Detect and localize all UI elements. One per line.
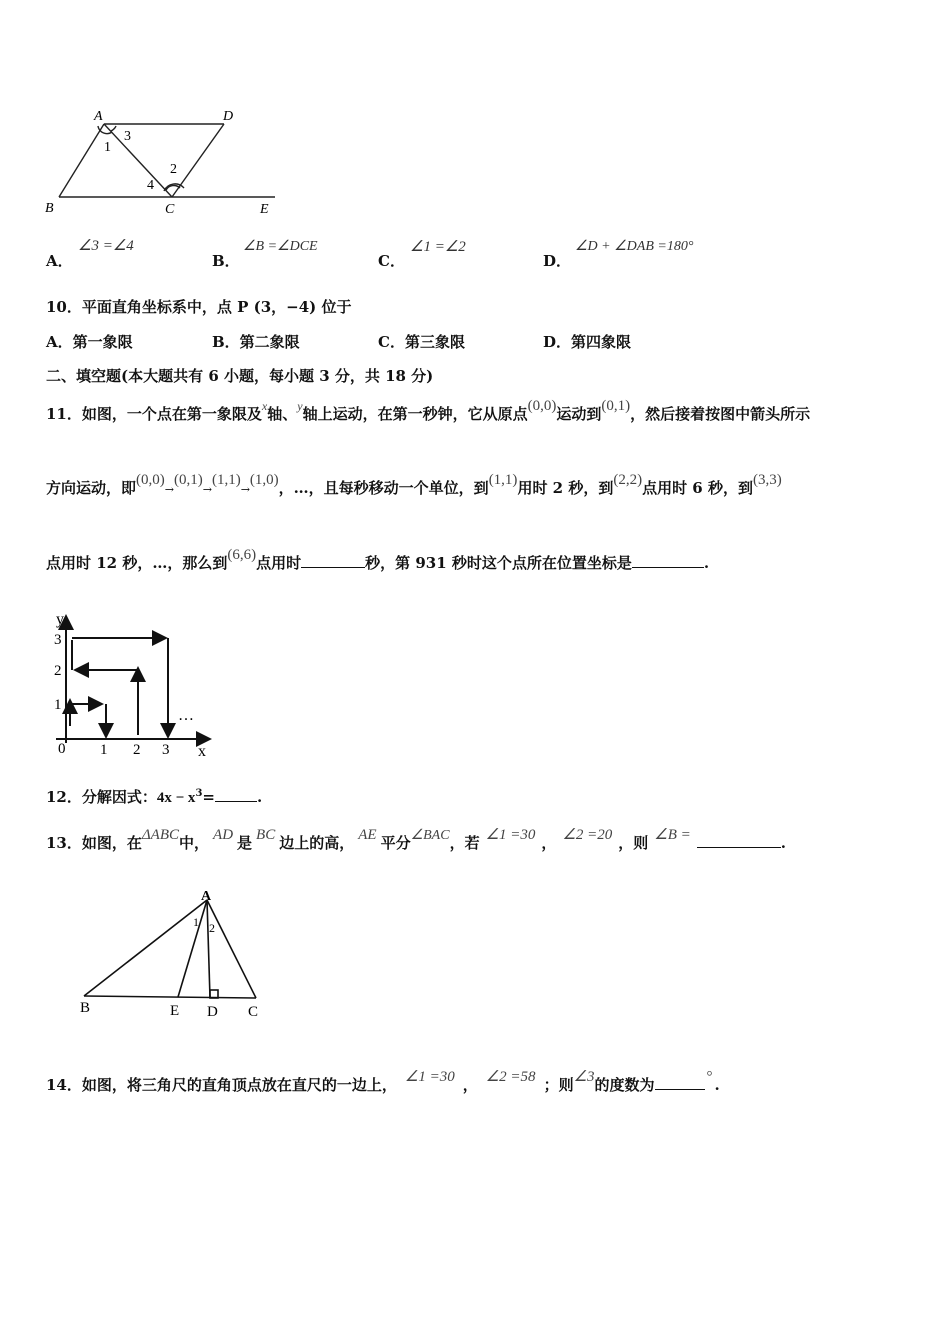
q11-seq-arrow: →	[164, 483, 174, 496]
q11-text: 轴上运动，在第一秒钟，它从原点	[302, 405, 528, 423]
fig9-angle-4: 4	[147, 178, 154, 193]
q9-option-a-letter: A．	[46, 252, 73, 270]
q12-text: .	[256, 788, 263, 806]
q11-text: 点用时	[256, 554, 302, 572]
fig13-angle-1: 1	[193, 915, 199, 929]
q9-option-d-letter: D．	[543, 252, 572, 270]
q14-text: ，	[462, 1076, 478, 1094]
q11-text: .	[703, 554, 710, 572]
q14-text: 14．如图，将三角尺的直角顶点放在直尺的一边上，	[46, 1076, 397, 1094]
q13-text: 边上的高，	[279, 834, 355, 852]
q13-text: ，则	[618, 834, 649, 852]
q13-text: ，若	[449, 834, 480, 852]
fig9-angle-2: 2	[170, 162, 177, 177]
parallelogram-figure	[40, 100, 290, 222]
q11-text: ，然后接着按图中箭头所示	[630, 405, 811, 423]
fig13-angle-2: 2	[209, 921, 215, 935]
q11-x-axis: x	[261, 399, 268, 413]
q13-text: 平分	[380, 834, 411, 852]
q9-option-b-letter: B．	[212, 252, 240, 270]
q14-angle-1: ∠1 =30	[404, 1069, 455, 1085]
fig11-x-tick-1: 1	[100, 742, 108, 758]
q14-text: 的度数为	[594, 1076, 655, 1094]
q11-line-2	[46, 472, 782, 498]
q14-degree-sign: °	[706, 1069, 713, 1085]
q13-angle-1: ∠1 =30	[485, 827, 536, 843]
q11-text: 方向运动，即	[46, 479, 137, 497]
q9-option-c-letter: C．	[378, 252, 405, 270]
q13	[46, 827, 786, 853]
triangle-figure	[76, 888, 276, 1023]
q11-y-axis: y	[297, 399, 303, 413]
q11-seq-coord: (1,0)	[249, 472, 279, 488]
fig9-label-B: B	[45, 201, 54, 216]
q11-text: 运动到	[556, 405, 602, 423]
q10-option-d: D．第四象限	[543, 333, 632, 351]
q11-seq-coord: (0,0)	[136, 472, 165, 488]
q10-stem: 10．平面直角坐标系中，点 P (3，−4) 位于	[46, 298, 352, 316]
q14-text: .	[714, 1076, 720, 1094]
q9-option-d-math: ∠D + ∠DAB =180°	[575, 239, 694, 254]
fig11-y-tick-3: 3	[54, 632, 62, 648]
q11-coord-6-6: (6,6)	[227, 547, 257, 563]
fig9-label-D: D	[223, 109, 234, 124]
q14-answer-blank[interactable]	[655, 1075, 705, 1090]
fig13-label-B: B	[80, 1000, 91, 1016]
q13-text: 是	[237, 834, 253, 852]
q11-answer-blank-2[interactable]	[632, 553, 704, 568]
q13-text: 中，	[179, 834, 210, 852]
q10-option-a: A．第一象限	[46, 333, 133, 351]
q10-option-b: B．第二象限	[212, 333, 300, 351]
q13-segment-bc: BC	[256, 827, 276, 843]
q11-coord-2-2: (2,2)	[613, 472, 643, 488]
q11-line-3	[46, 547, 710, 573]
q11-text: 11．如图，一个点在第一象限及	[46, 405, 262, 423]
q13-angle-bac: ∠BAC	[410, 828, 450, 843]
q13-segment-ae: AE	[358, 827, 377, 843]
q13-text: .	[780, 834, 786, 852]
q11-coord-0-1: (0,1)	[601, 398, 631, 414]
fig9-label-A: A	[94, 109, 103, 124]
fig11-y-tick-2: 2	[54, 663, 62, 679]
fig9-label-E: E	[260, 202, 269, 217]
q11-line-1	[46, 398, 811, 424]
q13-segment-ad: AD	[213, 827, 234, 843]
fig13-label-D: D	[207, 1004, 218, 1020]
q13-angle-2: ∠2 =20	[562, 827, 613, 843]
q11-text: ，…，且每秒移动一个单位，到	[278, 479, 489, 497]
q13-angle-b: ∠B =	[654, 827, 691, 843]
q14-angle-2: ∠2 =58	[485, 1069, 536, 1085]
q13-text: ，	[541, 834, 557, 852]
q11-seq-arrow: →	[202, 483, 212, 496]
q11-answer-blank-1[interactable]	[301, 553, 365, 568]
q12-answer-blank[interactable]	[215, 787, 257, 802]
fig11-ellipsis: …	[178, 707, 194, 724]
q11-seq-coord: (1,1)	[211, 472, 241, 488]
fig9-angle-3: 3	[124, 129, 131, 144]
q13-triangle: ΔABC	[141, 827, 180, 843]
q12-expression: 4x − x	[156, 790, 196, 806]
q9-option-c-math: ∠1 =∠2	[410, 239, 466, 255]
q11-coord-1-1: (1,1)	[488, 472, 518, 488]
q11-text: 点用时 12 秒，…，那么到	[46, 554, 228, 572]
q11-seq-coord: (0,1)	[173, 472, 203, 488]
fig11-y-tick-1: 1	[54, 697, 62, 713]
q14-angle-3: ∠3	[573, 1069, 595, 1085]
q13-answer-blank[interactable]	[697, 833, 781, 848]
q9-option-a-math: ∠3 =∠4	[78, 238, 134, 254]
q12-exponent: 3	[195, 788, 203, 799]
fig11-origin: 0	[58, 741, 66, 757]
q11-text: 用时 2 秒，到	[517, 479, 614, 497]
q14	[46, 1069, 720, 1095]
q14-text: ；则	[543, 1076, 574, 1094]
q12-text: =	[202, 788, 215, 806]
q11-origin-coord: (0,0)	[527, 398, 557, 414]
fig11-x-tick-3: 3	[162, 742, 170, 758]
q12-text: 12．分解因式：	[46, 788, 157, 806]
coordinate-path-figure	[48, 608, 218, 760]
fig9-label-C: C	[165, 202, 175, 217]
q11-coord-3-3: (3,3)	[752, 472, 782, 488]
q11-seq-arrow: →	[240, 483, 250, 496]
q10-option-c: C．第三象限	[378, 333, 465, 351]
q13-text: 13．如图，在	[46, 834, 142, 852]
fig9-angle-1: 1	[104, 140, 111, 155]
fig13-label-A: A	[201, 889, 212, 904]
q9-option-b-math: ∠B =∠DCE	[243, 239, 318, 254]
fig13-label-E: E	[170, 1003, 180, 1019]
fig13-label-C: C	[248, 1004, 259, 1020]
fig11-x-tick-2: 2	[133, 742, 141, 758]
q11-text: 秒，第 931 秒时这个点所在位置坐标是	[365, 554, 632, 572]
q11-text: 点用时 6 秒，到	[642, 479, 753, 497]
q11-text: 轴、	[267, 405, 298, 423]
q12	[46, 786, 262, 807]
fig11-x-label: x	[198, 743, 206, 760]
section-heading-fill-in: 二、填空题(本大题共有 6 小题，每小题 3 分，共 18 分)	[46, 367, 434, 385]
fig11-y-label: y	[56, 611, 64, 628]
